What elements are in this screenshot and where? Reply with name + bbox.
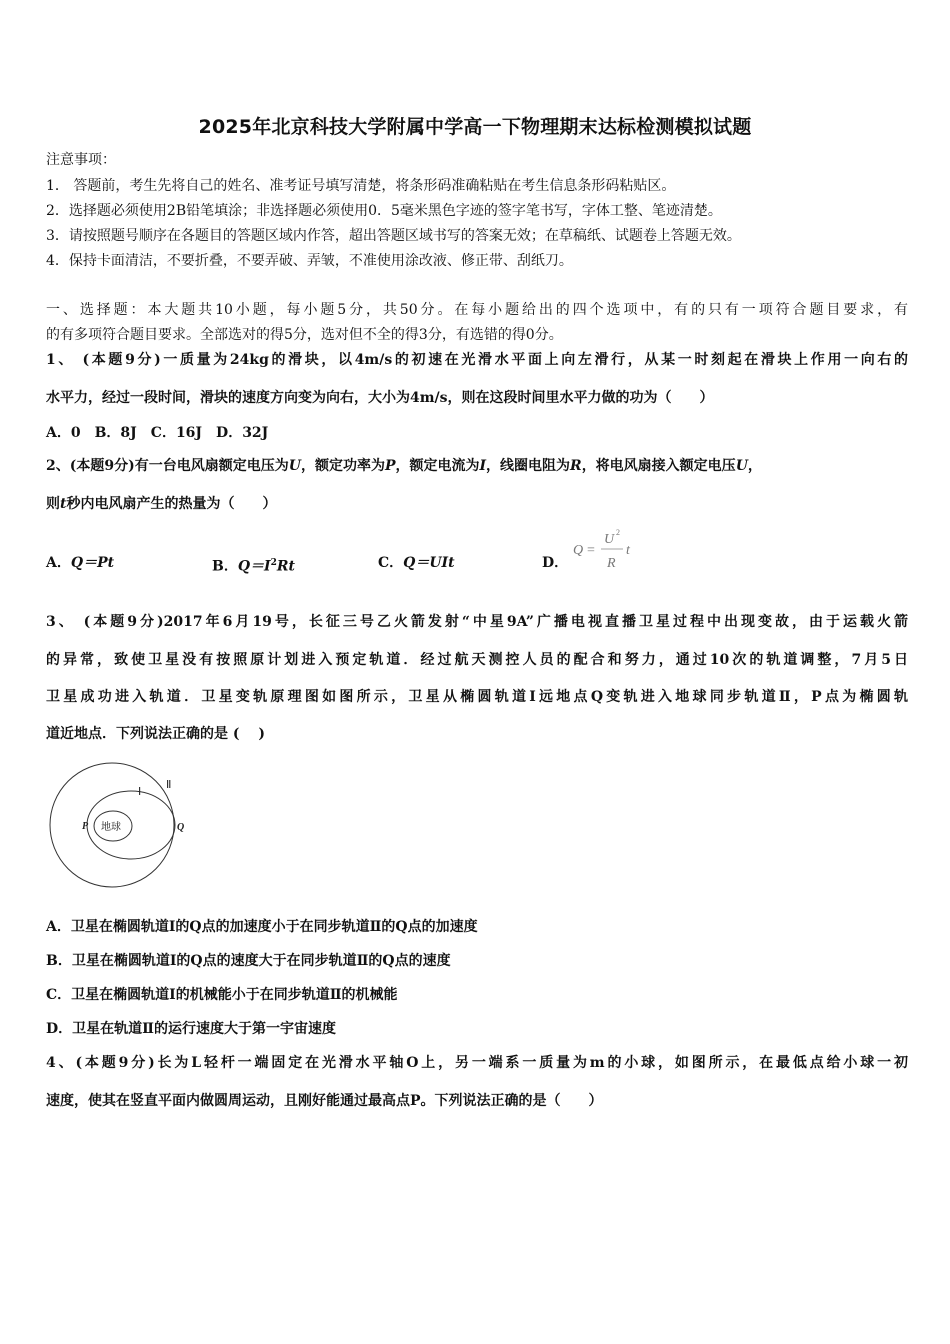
heat-formula-image <box>572 528 642 572</box>
question-3-text: 卫星成功进入轨道．卫星变轨原理图如图所示，卫星从椭圆轨道Ⅰ远地点Q变轨进入地球同步轨道Ⅱ，P点为椭圆轨 <box>46 689 908 705</box>
question-2-text <box>46 494 908 514</box>
notice-item: 3．请按照题号顺序在各题目的答题区域内作答，超出答题区域书写的答案无效；在草稿纸、试题卷上答题无效。 <box>46 228 741 244</box>
text-run: 秒内电风扇产生的热量为（ ） <box>66 496 277 512</box>
notice-heading: 注意事项： <box>46 152 116 168</box>
question-3-text: 3、 (本题9分)2017年6月19号，长征三号乙火箭发射“中星9A”广播电视直播卫星过程中出现变故，由于运载火箭 <box>46 614 908 630</box>
orbit-diagram <box>46 758 196 892</box>
question-1-text: 1、 (本题9分)一质量为24kg的滑块，以4m/s的初速在光滑水平面上向左滑行，从某一时刻起在滑块上作用一向右的 <box>46 352 908 368</box>
orbit-2-label: Ⅱ <box>166 779 172 791</box>
var-t: t <box>60 496 67 512</box>
page-title: 2025年北京科技大学附属中学高一下物理期末达标检测模拟试题 <box>198 116 752 138</box>
earth-label: 地球 <box>101 822 121 833</box>
option-label: D． <box>542 555 569 571</box>
formula-lhs: Q <box>573 543 584 558</box>
notice-item: 1． 答题前，考生先将自己的姓名、准考证号填写清楚，将条形码准确粘贴在考生信息条形码粘贴区。 <box>46 178 676 194</box>
point-p-label: P <box>82 821 89 832</box>
option-formula: Q＝Pt <box>70 555 115 571</box>
section-intro-line: 的有多项符合题目要求。全部选对的得5分，选对但不全的得3分，有选错的得0分。 <box>46 327 563 343</box>
option-formula: Q＝UIt <box>403 555 455 571</box>
point-q-label: Q <box>177 822 185 833</box>
formula-num: U <box>604 532 615 547</box>
text-run: ，额定电流为 <box>395 458 480 474</box>
var-u: U <box>735 458 748 474</box>
text-run: ，额定功率为 <box>300 458 385 474</box>
text-run: ，线圈电阻为 <box>486 458 571 474</box>
text-run: 2、(本题9分)有一台电风扇额定电压为 <box>46 458 289 474</box>
question-4-text: 4、(本题9分)长为L轻杆一端固定在光滑水平轴O上，另一端系一质量为m的小球，如图所示，在最低点给小球一初 <box>46 1055 908 1071</box>
option-label: C． <box>378 555 404 571</box>
text-run: ，将电风扇接入额定电压 <box>581 458 736 474</box>
question-2-option-d <box>542 553 568 573</box>
var-u: U <box>288 458 301 474</box>
question-3-option-a: A．卫星在椭圆轨道Ⅰ的Q点的加速度小于在同步轨道Ⅱ的Q点的加速度 <box>46 919 478 935</box>
notice-item: 4．保持卡面清洁，不要折叠，不要弄破、弄皱，不准使用涂改液、修正带、刮纸刀。 <box>46 253 573 269</box>
question-3-option-d: D．卫星在轨道Ⅱ的运行速度大于第一宇宙速度 <box>46 1021 336 1037</box>
question-3-text: 的异常，致使卫星没有按照原计划进入预定轨道．经过航天测控人员的配合和努力，通过10次的轨道调整，7月5日 <box>46 652 908 668</box>
question-3-text: 道近地点．下列说法正确的是 ( ) <box>46 726 265 742</box>
option-label: B． <box>212 558 238 575</box>
formula-den: R <box>607 556 616 571</box>
formula-eq: = <box>587 543 595 558</box>
question-2-text <box>46 456 908 476</box>
var-p: P <box>384 458 396 474</box>
question-3-option-c: C．卫星在椭圆轨道Ⅰ的机械能小于在同步轨道Ⅱ的机械能 <box>46 987 398 1003</box>
question-3-option-b: B．卫星在椭圆轨道Ⅰ的Q点的速度大于在同步轨道Ⅱ的Q点的速度 <box>46 953 451 969</box>
superscript: 2 <box>270 558 277 568</box>
text-run: ， <box>747 458 762 474</box>
section-intro-line: 一、选择题：本大题共10小题，每小题5分，共50分。在每小题给出的四个选项中，有的只有一项符合题目要求，有 <box>46 302 908 318</box>
question-2-option-a <box>46 553 114 573</box>
question-2-option-b <box>212 553 295 577</box>
question-2-option-c <box>378 553 455 573</box>
option-formula: Rt <box>276 558 295 575</box>
formula-tail: t <box>626 543 630 558</box>
formula-sup: 2 <box>616 528 620 537</box>
option-label: A． <box>46 555 71 571</box>
notice-item: 2．选择题必须使用2B铅笔填涂；非选择题必须使用0．5毫米黑色字迹的签字笔书写，字体工整、笔迹清楚。 <box>46 203 722 219</box>
orbit-1-label: Ⅰ <box>138 786 142 798</box>
var-i: I <box>479 458 487 474</box>
var-r: R <box>570 458 582 474</box>
question-1-text: 水平力，经过一段时间，滑块的速度方向变为向右，大小为4m/s，则在这段时间里水平力做的功为（ ） <box>46 390 714 406</box>
question-1-options: A．0 B．8J C．16J D．32J <box>46 425 269 441</box>
question-4-text: 速度，使其在竖直平面内做圆周运动，且刚好能通过最高点P。下列说法正确的是（ ） <box>46 1093 603 1109</box>
text-run: 则 <box>46 496 60 512</box>
option-formula: Q＝I <box>237 558 271 575</box>
